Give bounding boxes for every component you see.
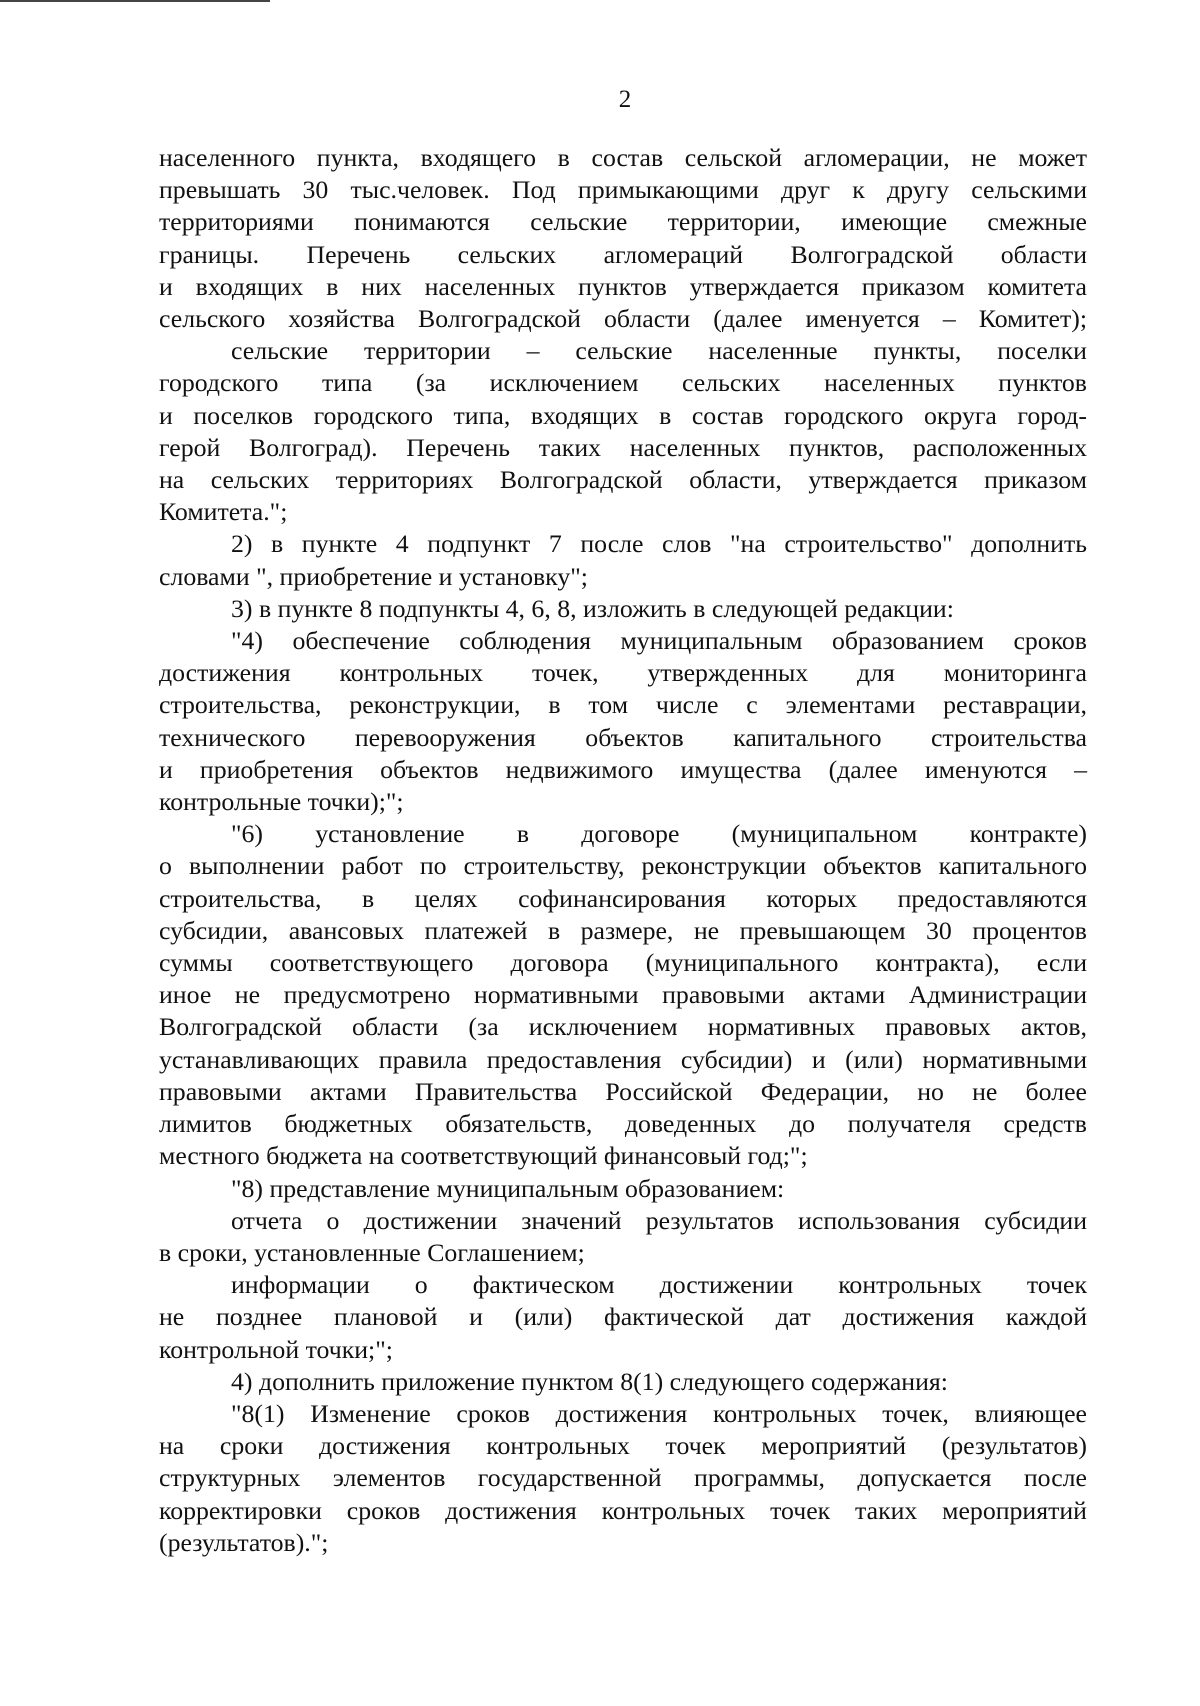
text-line: структурных элементов государственной программы, допускается после — [159, 1463, 1087, 1493]
text-line: Волгоградской области (за исключением нормативных правовых актов, — [159, 1012, 1087, 1042]
text-line: сельские территории – сельские населенные пункты, поселки — [231, 336, 1087, 366]
text-line: и поселков городского типа, входящих в состав городского округа город- — [159, 400, 1087, 430]
text-line: местного бюджета на соответствующий финансовый год;"; — [159, 1141, 808, 1171]
text-line: (результатов)."; — [159, 1527, 329, 1557]
text-line: контрольной точки;"; — [159, 1334, 393, 1364]
text-line: 2) в пункте 4 подпункт 7 после слов "на строительство" дополнить — [231, 529, 1087, 559]
text-line: населенного пункта, входящего в состав сельской агломерации, не может — [159, 143, 1087, 172]
text-line: в сроки, установленные Соглашением; — [159, 1237, 585, 1267]
text-line: городского типа (за исключением сельских населенных пунктов — [159, 368, 1087, 398]
text-line: 4) дополнить приложение пунктом 8(1) следующего содержания: — [231, 1366, 948, 1396]
text-line: технического перевооружения объектов капитального строительства — [159, 722, 1087, 752]
text-line: превышать 30 тыс.человек. Под примыкающими друг к другу сельскими — [159, 175, 1087, 205]
text-line: 3) в пункте 8 подпункты 4, 6, 8, изложить в следующей редакции: — [231, 593, 954, 623]
text-line: субсидии, авансовых платежей в размере, не превышающем 30 процентов — [159, 915, 1087, 945]
text-line: "8) представление муниципальным образованием: — [231, 1173, 785, 1203]
text-line: контрольные точки);"; — [159, 787, 404, 817]
text-line: "4) обеспечение соблюдения муниципальным образованием сроков — [231, 626, 1087, 656]
text-line: словами ", приобретение и установку"; — [159, 561, 588, 591]
text-line: герой Волгоград). Перечень таких населенных пунктов, расположенных — [159, 432, 1087, 462]
text-line: суммы соответствующего договора (муниципального контракта), если — [159, 948, 1087, 978]
text-line: правовыми актами Правительства Российской Федерации, но не более — [159, 1076, 1087, 1106]
text-line: границы. Перечень сельских агломераций Волгоградской области — [159, 239, 1087, 269]
text-line: "6) установление в договоре (муниципальном контракте) — [231, 819, 1087, 849]
text-line: "8(1) Изменение сроков достижения контрольных точек, влияющее — [231, 1398, 1087, 1428]
document-body — [159, 142, 1087, 1559]
text-line: иное не предусмотрено нормативными правовыми актами Администрации — [159, 980, 1087, 1010]
text-line: не позднее плановой и (или) фактической дат достижения каждой — [159, 1302, 1087, 1332]
text-line: лимитов бюджетных обязательств, доведенных до получателя средств — [159, 1109, 1087, 1139]
text-line: на сельских территориях Волгоградской области, утверждается приказом — [159, 465, 1087, 495]
text-line: строительства, в целях софинансирования которых предоставляются — [159, 883, 1087, 913]
scan-edge-line — [0, 0, 270, 2]
text-line: о выполнении работ по строительству, реконструкции объектов капитального — [159, 851, 1087, 881]
text-line: и приобретения объектов недвижимого имущества (далее именуются – — [159, 754, 1087, 784]
text-line: достижения контрольных точек, утвержденных для мониторинга — [159, 658, 1087, 688]
text-line: сельского хозяйства Волгоградской области (далее именуется – Комитет); — [159, 304, 1087, 334]
text-line: строительства, реконструкции, в том числе с элементами реставрации, — [159, 690, 1087, 720]
text-line: устанавливающих правила предоставления субсидии) и (или) нормативными — [159, 1044, 1087, 1074]
text-line: территориями понимаются сельские территории, имеющие смежные — [159, 207, 1087, 237]
text-line: Комитета."; — [159, 497, 288, 527]
text-line: и входящих в них населенных пунктов утверждается приказом комитета — [159, 271, 1087, 301]
text-line: корректировки сроков достижения контрольных точек таких мероприятий — [159, 1495, 1087, 1525]
text-line: отчета о достижении значений результатов использования субсидии — [231, 1205, 1087, 1235]
text-line: информации о фактическом достижении контрольных точек — [231, 1270, 1087, 1300]
page-number: 2 — [618, 86, 632, 113]
text-line: на сроки достижения контрольных точек мероприятий (результатов) — [159, 1431, 1087, 1461]
